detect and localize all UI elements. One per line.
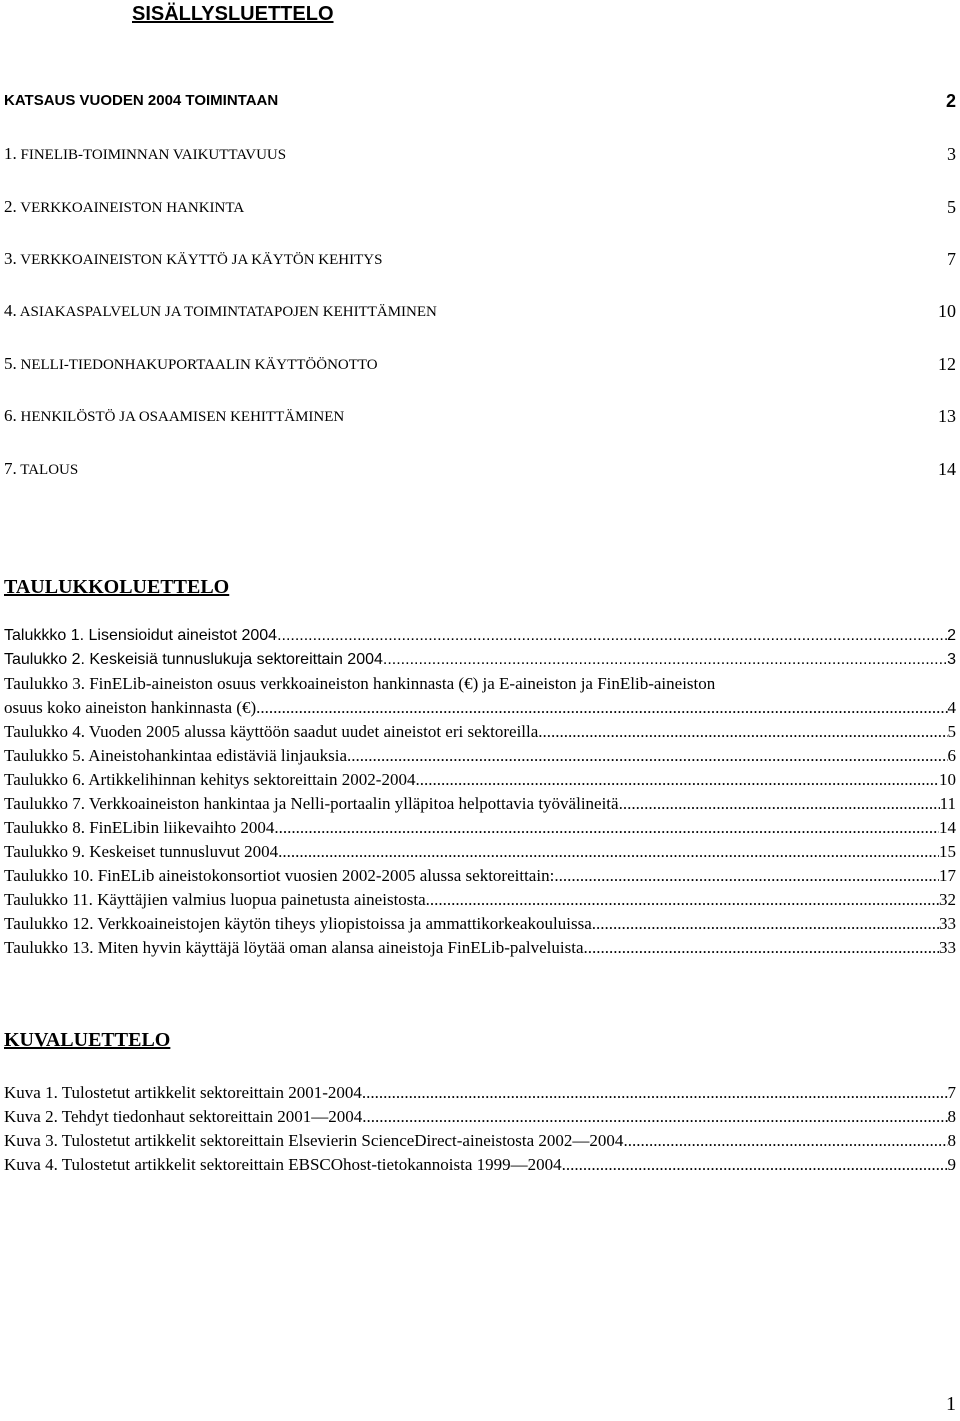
toc-title [4, 194, 244, 221]
entry-label: Kuva 2. Tehdyt tiedonhaut sektoreittain 2001—2004 [4, 1107, 363, 1126]
review-section-page: 2 [945, 91, 956, 111]
leader-dots [415, 768, 939, 792]
toc-title-text: ASIAKASPALVELUN JA TOIMINTATAPOJEN KEHITTÄMINEN [19, 304, 437, 320]
entry-label: Taulukko 4. Vuoden 2005 alussa käyttöön saadut uudet aineistot eri sektoreilla. [4, 722, 543, 741]
entry-page: 15 [939, 842, 956, 861]
table-entry[interactable] [4, 888, 956, 912]
toc-row [4, 403, 956, 429]
toc-number: 2. [4, 197, 17, 216]
table-entry[interactable] [4, 912, 956, 936]
leader-dots [623, 1129, 947, 1153]
table-entry[interactable] [4, 936, 956, 960]
table-entry[interactable] [4, 816, 956, 840]
toc-title [4, 351, 378, 378]
toc-row [4, 246, 956, 272]
table-entry[interactable] [4, 672, 956, 720]
entry-label: Taulukko 11. Käyttäjien valmius luopua painetusta aineistosta [4, 890, 426, 909]
tables-list [4, 624, 956, 960]
toc-title-text: HENKILÖSTÖ JA OSAAMISEN KEHITTÄMINEN [20, 409, 345, 425]
entry-page: 6 [947, 746, 956, 765]
toc-number: 3. [4, 249, 17, 268]
toc-title [4, 141, 286, 168]
entry-label: Taulukko 12. Verkkoaineistojen käytön tiheys yliopistoissa ja ammattikorkeakouluissa. [4, 914, 596, 933]
entry-label: Taulukko 10. FinELib aineistokonsortiot vuosien 2002-2005 alussa sektoreittain: [4, 866, 555, 885]
toc-number: 6. [4, 406, 17, 425]
entry-label: Kuva 4. Tulostetut artikkelit sektoreittain EBSCOhost-tietokannoista 1999—2004 [4, 1155, 562, 1174]
entry-page: 4 [947, 698, 956, 717]
toc-row [4, 141, 956, 167]
entry-label: Talukkko 1. Lisensioidut aineistot 2004 [4, 627, 278, 644]
toc-row [4, 351, 956, 377]
entry-page: 8 [947, 1107, 956, 1126]
table-entry[interactable] [4, 792, 956, 816]
table-entry[interactable] [4, 624, 956, 648]
leader-dots [554, 864, 939, 888]
toc-title-text: VERKKOAINEISTON HANKINTA [20, 200, 245, 216]
entry-label: Kuva 3. Tulostetut artikkelit sektoreittain Elsevierin ScienceDirect-aineistosta 2002—2004 [4, 1131, 624, 1150]
toc-row [4, 298, 956, 324]
toc-title [4, 298, 437, 325]
leader-dots [387, 648, 947, 672]
toc-title-text: NELLI-TIEDONHAKUPORTAALIN KÄYTTÖÖNOTTO [20, 357, 378, 373]
leader-dots [362, 1105, 947, 1129]
entry-page: 14 [939, 818, 956, 837]
entry-page: 5 [947, 722, 956, 741]
entry-label: Taulukko 7. Verkkoaineiston hankintaa ja Nelli-portaalin ylläpitoa helpottavia työvälineitä [4, 794, 619, 813]
toc-title [4, 456, 78, 483]
toc-page: 7 [947, 249, 956, 269]
entry-page: 32 [939, 890, 956, 909]
toc-number: 5. [4, 354, 17, 373]
leader-dots [584, 936, 939, 960]
entry-label: Taulukko 2. Keskeisiä tunnuslukuja sektoreittain 2004. [4, 651, 388, 668]
entry-label: osuus koko aineiston hankinnasta (€). [4, 698, 261, 717]
entry-label: Taulukko 6. Artikkelihinnan kehitys sektoreittain 2002-2004 [4, 770, 416, 789]
toc-page: 5 [947, 197, 956, 217]
entry-page: 3 [947, 651, 956, 668]
leader-dots [260, 696, 947, 720]
entry-page: 2 [947, 627, 956, 644]
tables-heading: TAULUKKOLUETTELO [4, 576, 230, 598]
figures-heading: KUVALUETTELO [4, 1029, 171, 1051]
leader-dots [277, 624, 947, 648]
toc-page: 12 [938, 354, 956, 374]
toc-row [4, 456, 956, 482]
leader-dots [596, 912, 939, 936]
toc-title [4, 246, 382, 273]
leader-dots [347, 744, 948, 768]
review-section-title: KATSAUS VUODEN 2004 TOIMINTAAN [4, 92, 279, 109]
entry-page: 7 [947, 1083, 956, 1102]
toc-title-text: TALOUS [20, 462, 79, 478]
table-entry[interactable] [4, 840, 956, 864]
entry-page: 9 [947, 1155, 956, 1174]
figure-entry[interactable] [4, 1153, 956, 1177]
table-entry[interactable] [4, 720, 956, 744]
leader-dots [362, 1081, 948, 1105]
main-title: SISÄLLYSLUETTELO [132, 3, 334, 25]
table-entry[interactable] [4, 744, 956, 768]
table-entry[interactable] [4, 864, 956, 888]
toc-number: 7. [4, 459, 17, 478]
leader-dots [426, 888, 939, 912]
leader-dots [619, 792, 940, 816]
entry-page: 33 [939, 914, 956, 933]
entry-page: 10 [939, 770, 956, 789]
toc-page: 10 [938, 301, 956, 321]
figures-list [4, 1081, 956, 1177]
entry-label: Taulukko 13. Miten hyvin käyttäjä löytää oman alansa aineistoja FinELib-palveluista [4, 938, 584, 957]
toc-page: 13 [938, 406, 956, 426]
entry-label: Taulukko 9. Keskeiset tunnusluvut 2004 [4, 842, 279, 861]
toc-row [4, 194, 956, 220]
toc-page: 14 [938, 459, 956, 479]
table-entry[interactable] [4, 768, 956, 792]
figure-entry[interactable] [4, 1081, 956, 1105]
toc-page: 3 [947, 144, 956, 164]
toc-number: 4. [4, 301, 17, 320]
toc-number: 1. [4, 144, 17, 163]
toc-title [4, 403, 344, 430]
entry-label: Taulukko 5. Aineistohankintaa edistäviä linjauksia [4, 746, 347, 765]
toc-title-text: VERKKOAINEISTON KÄYTTÖ JA KÄYTÖN KEHITYS [20, 252, 383, 268]
toc-title-text: FINELIB-TOIMINNAN VAIKUTTAVUUS [20, 147, 287, 163]
table-entry[interactable] [4, 648, 956, 672]
entry-page: 33 [939, 938, 956, 957]
leader-dots [562, 1153, 948, 1177]
page-number: 1 [946, 1393, 956, 1415]
entry-page: 8 [947, 1131, 956, 1150]
entry-label: Taulukko 8. FinELibin liikevaihto 2004. [4, 818, 279, 837]
entry-label-line1: Taulukko 3. FinELib-aineiston osuus verkkoaineiston hankinnasta (€) ja E-aineiston ja FinElib-aineiston [4, 674, 716, 693]
figure-entry[interactable] [4, 1105, 956, 1129]
leader-dots [543, 720, 948, 744]
leader-dots [278, 840, 939, 864]
entry-label: Kuva 1. Tulostetut artikkelit sektoreittain 2001-2004 [4, 1083, 362, 1102]
entry-page: 17 [939, 866, 956, 885]
figure-entry[interactable] [4, 1129, 956, 1153]
entry-page: 11 [939, 794, 956, 813]
leader-dots [279, 816, 939, 840]
